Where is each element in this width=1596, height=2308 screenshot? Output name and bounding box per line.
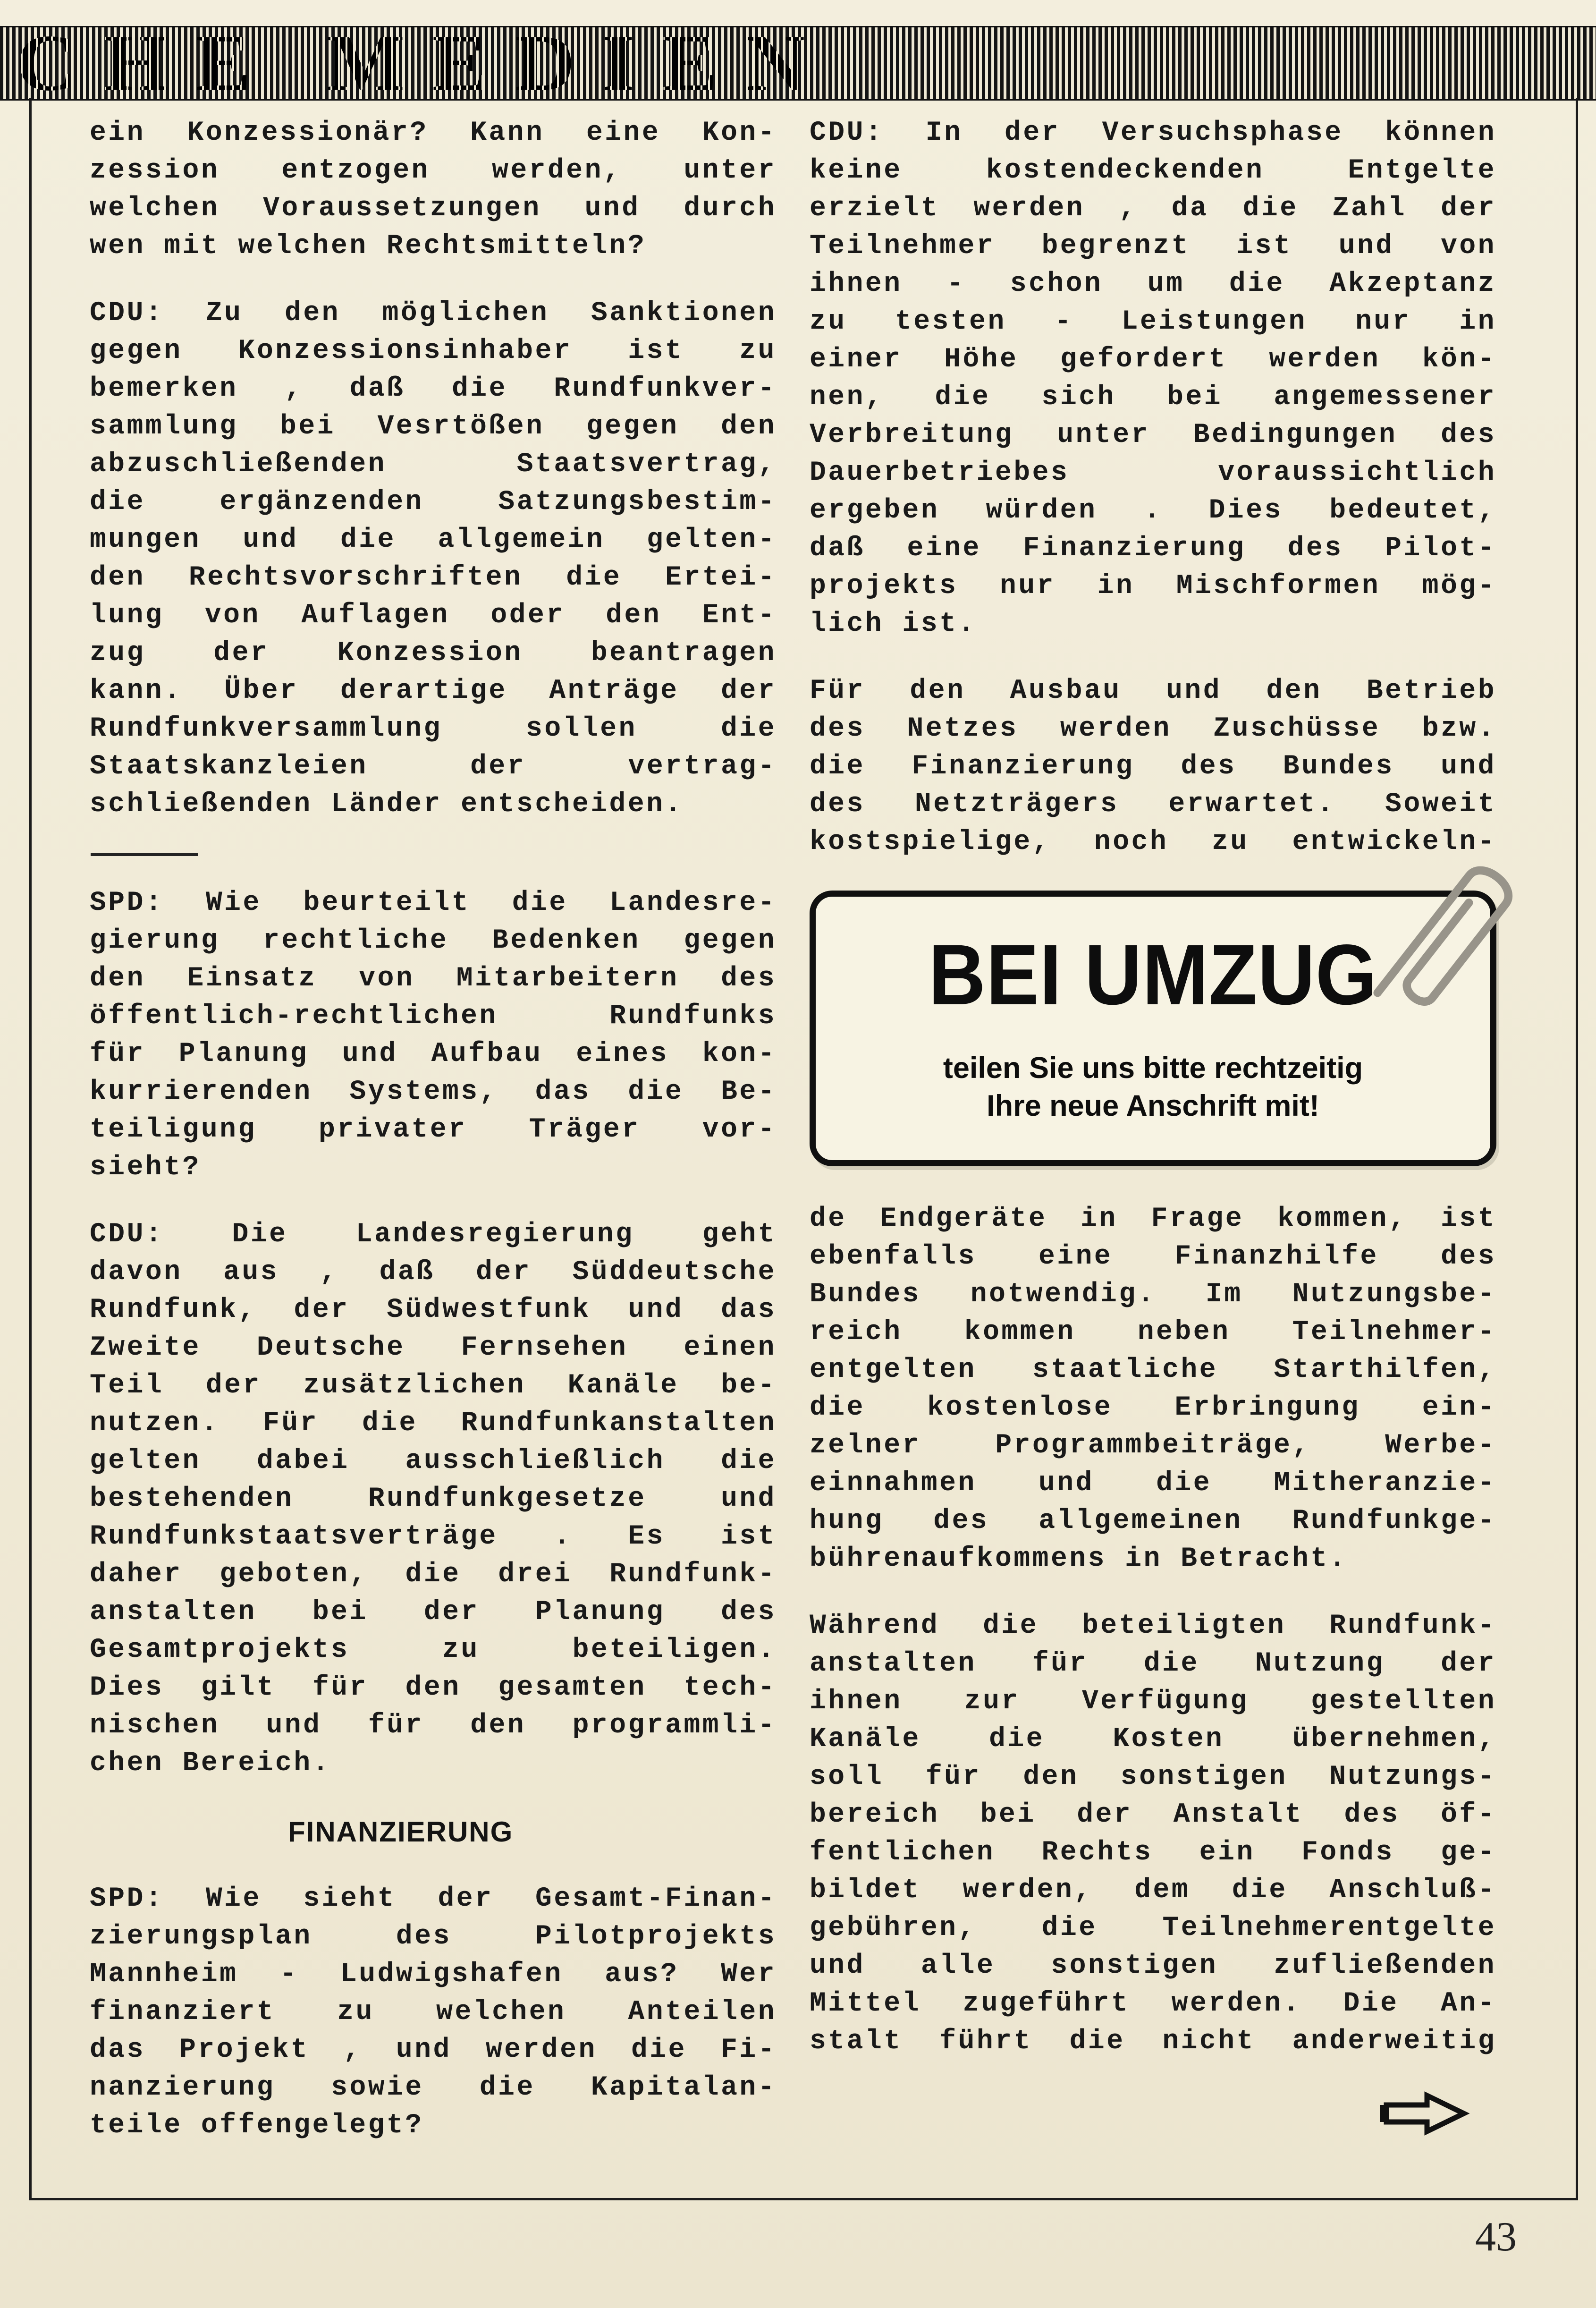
text-line: teiligung privater Träger vor-	[90, 1114, 777, 1145]
text-line: CDU: Die Landesregierung geht	[90, 1219, 777, 1250]
article-body	[90, 114, 1496, 2174]
text-line: ergeben würden . Dies bedeutet,	[810, 495, 1496, 526]
text-line: bildet werden, dem die Anschluß-	[810, 1875, 1496, 1906]
text-line: öffentlich-rechtlichen Rundfunks	[90, 1001, 777, 1032]
text-line: Mittel zugeführt werden. Die An-	[810, 1988, 1496, 2019]
text-line: gelten dabei ausschließlich die	[90, 1446, 777, 1476]
text-line: einer Höhe gefordert werden kön-	[810, 344, 1496, 375]
text-line: Für den Ausbau und den Betrieb	[810, 676, 1496, 706]
text-line: ihnen - schon um die Akzeptanz	[810, 269, 1496, 299]
text-line: teile offengelegt?	[90, 2110, 424, 2141]
text-line: bestehenden Rundfunkgesetze und	[90, 1484, 777, 1514]
text-line: kostspielige, noch zu entwickeln-	[810, 827, 1496, 857]
text-line: den Rechtsvorschriften die Ertei-	[90, 562, 777, 593]
text-line: keine kostendeckenden Entgelte	[810, 155, 1496, 186]
text-line: die Finanzierung des Bundes und	[810, 751, 1496, 782]
text-line: SPD: Wie beurteilt die Landesre-	[90, 888, 777, 918]
text-line: gierung rechtliche Bedenken gegen	[90, 925, 777, 956]
paragraph	[90, 295, 777, 823]
text-line: Verbreitung unter Bedingungen des	[810, 420, 1496, 450]
text-line: ein Konzessionär? Kann eine Kon-	[90, 118, 777, 148]
text-line: Rundfunk, der Südwestfunk und das	[90, 1295, 777, 1325]
text-line: soll für den sonstigen Nutzungs-	[810, 1762, 1496, 1792]
text-line: Während die beteiligten Rundfunk-	[810, 1611, 1496, 1641]
text-line: erzielt werden , da die Zahl der	[810, 193, 1496, 224]
text-line: SPD: Wie sieht der Gesamt-Finan-	[90, 1884, 777, 1914]
text-line: de Endgeräte in Frage kommen, ist	[810, 1204, 1496, 1234]
notice-line-2: Ihre neue Anschrift mit!	[987, 1089, 1319, 1122]
text-line: das Projekt , und werden die Fi-	[90, 2035, 777, 2065]
text-line: projekts nur in Mischformen mög-	[810, 571, 1496, 602]
text-line: einnahmen und die Mitheranzie-	[810, 1468, 1496, 1499]
text-line: lung von Auflagen oder den Ent-	[90, 600, 777, 631]
text-line: Dauerbetriebes voraussichtlich	[810, 458, 1496, 488]
paragraph	[810, 1607, 1496, 2061]
text-line: zierungsplan des Pilotprojekts	[90, 1921, 777, 1952]
section-heading: FINANZIERUNG	[288, 1816, 514, 1848]
text-line: welchen Voraussetzungen und durch	[90, 193, 777, 224]
text-line: hung des allgemeinen Rundfunkge-	[810, 1506, 1496, 1536]
text-line: daher geboten, die drei Rundfunk-	[90, 1559, 777, 1590]
text-line: nutzen. Für die Rundfunkanstalten	[90, 1408, 777, 1439]
text-line: nanzierung sowie die Kapitalan-	[90, 2072, 777, 2103]
text-line: Zweite Deutsche Fernsehen einen	[90, 1332, 777, 1363]
text-line: bemerken , daß die Rundfunkver-	[90, 373, 777, 404]
text-line: Rundfunkstaatsverträge . Es ist	[90, 1521, 777, 1552]
text-line: sammlung bei Vesrtößen gegen den	[90, 411, 777, 442]
left-column	[90, 114, 777, 2174]
text-line: Dies gilt für den gesamten tech-	[90, 1672, 777, 1703]
text-line: chen Bereich.	[90, 1748, 331, 1779]
text-line: sieht?	[90, 1152, 201, 1183]
text-line: bereich bei der Anstalt des öf-	[810, 1799, 1496, 1830]
text-line: des Netzes werden Zuschüsse bzw.	[810, 713, 1496, 744]
text-line: gegen Konzessionsinhaber ist zu	[90, 336, 777, 366]
text-line: fentlichen Rechts ein Fonds ge-	[810, 1837, 1496, 1868]
text-line: Teil der zusätzlichen Kanäle be-	[90, 1370, 777, 1401]
text-line: Gesamtprojekts zu beteiligen.	[90, 1635, 777, 1665]
text-line: anstalten bei der Planung des	[90, 1597, 777, 1628]
text-line: ebenfalls eine Finanzhilfe des	[810, 1241, 1496, 1272]
paragraph	[810, 672, 1496, 861]
headline-banner	[0, 26, 1596, 101]
text-line: Kanäle die Kosten übernehmen,	[810, 1724, 1496, 1755]
paragraph	[90, 114, 777, 265]
page-number: 43	[1475, 2214, 1517, 2260]
text-line: zession entzogen werden, unter	[90, 155, 777, 186]
text-line: zelner Programmbeiträge, Werbe-	[810, 1430, 1496, 1461]
text-line: wen mit welchen Rechtsmitteln?	[90, 231, 647, 262]
text-line: lich ist.	[810, 609, 977, 639]
text-line: kurrierenden Systems, das die Be-	[90, 1077, 777, 1107]
headline-banner-text: CHE MEDIEN	[0, 29, 832, 98]
text-line: stalt führt die nicht anderweitig	[810, 2026, 1496, 2057]
text-line: Bundes notwendig. Im Nutzungsbe-	[810, 1279, 1496, 1310]
text-line: Mannheim - Ludwigshafen aus? Wer	[90, 1959, 777, 1990]
paragraph	[90, 1880, 777, 2145]
text-line: für Planung und Aufbau eines kon-	[90, 1039, 777, 1069]
text-line: Teilnehmer begrenzt ist und von	[810, 231, 1496, 262]
paragraph	[810, 1200, 1496, 1578]
text-line: und alle sonstigen zufließenden	[810, 1951, 1496, 1981]
right-column	[810, 114, 1496, 2174]
text-line: gebühren, die Teilnehmerentgelte	[810, 1913, 1496, 1943]
text-line: den Einsatz von Mitarbeitern des	[90, 963, 777, 994]
text-line: bührenaufkommens in Betracht.	[810, 1544, 1348, 1574]
paragraph	[90, 884, 777, 1187]
notice-title: BEI UMZUG	[928, 926, 1378, 1023]
text-line: davon aus , daß der Süddeutsche	[90, 1257, 777, 1288]
text-line: mungen und die allgemein gelten-	[90, 525, 777, 555]
text-line: die kostenlose Erbringung ein-	[810, 1392, 1496, 1423]
change-of-address-notice-box	[810, 891, 1496, 1166]
text-line: CDU: In der Versuchsphase können	[810, 118, 1496, 148]
text-line: anstalten für die Nutzung der	[810, 1648, 1496, 1679]
text-line: finanziert zu welchen Anteilen	[90, 1997, 777, 2028]
notice-line-1: teilen Sie uns bitte rechtzeitig	[943, 1052, 1363, 1085]
paragraph	[810, 114, 1496, 643]
text-line: kann. Über derartige Anträge der	[90, 676, 777, 706]
text-line: zu testen - Leistungen nur in	[810, 306, 1496, 337]
text-line: die ergänzenden Satzungsbestim-	[90, 487, 777, 518]
continuation-arrow-wrap	[810, 2090, 1496, 2139]
text-line: reich kommen neben Teilnehmer-	[810, 1317, 1496, 1348]
text-line: daß eine Finanzierung des Pilot-	[810, 533, 1496, 564]
divider-rule	[91, 853, 198, 856]
continuation-arrow-icon	[1376, 2090, 1470, 2137]
text-line: Rundfunkversammlung sollen die	[90, 713, 777, 744]
text-line: ihnen zur Verfügung gestellten	[810, 1686, 1496, 1717]
text-line: entgelten staatliche Starthilfen,	[810, 1355, 1496, 1385]
paragraph	[90, 1216, 777, 1782]
text-line: nen, die sich bei angemessener	[810, 382, 1496, 413]
text-line: abzuschließenden Staatsvertrag,	[90, 449, 777, 480]
text-line: zug der Konzession beantragen	[90, 638, 777, 669]
text-line: nischen und für den programmli-	[90, 1710, 777, 1741]
text-line: schließenden Länder entscheiden.	[90, 789, 684, 820]
text-line: CDU: Zu den möglichen Sanktionen	[90, 298, 777, 329]
text-line: des Netzträgers erwartet. Soweit	[810, 789, 1496, 820]
text-line: Staatskanzleien der vertrag-	[90, 751, 777, 782]
